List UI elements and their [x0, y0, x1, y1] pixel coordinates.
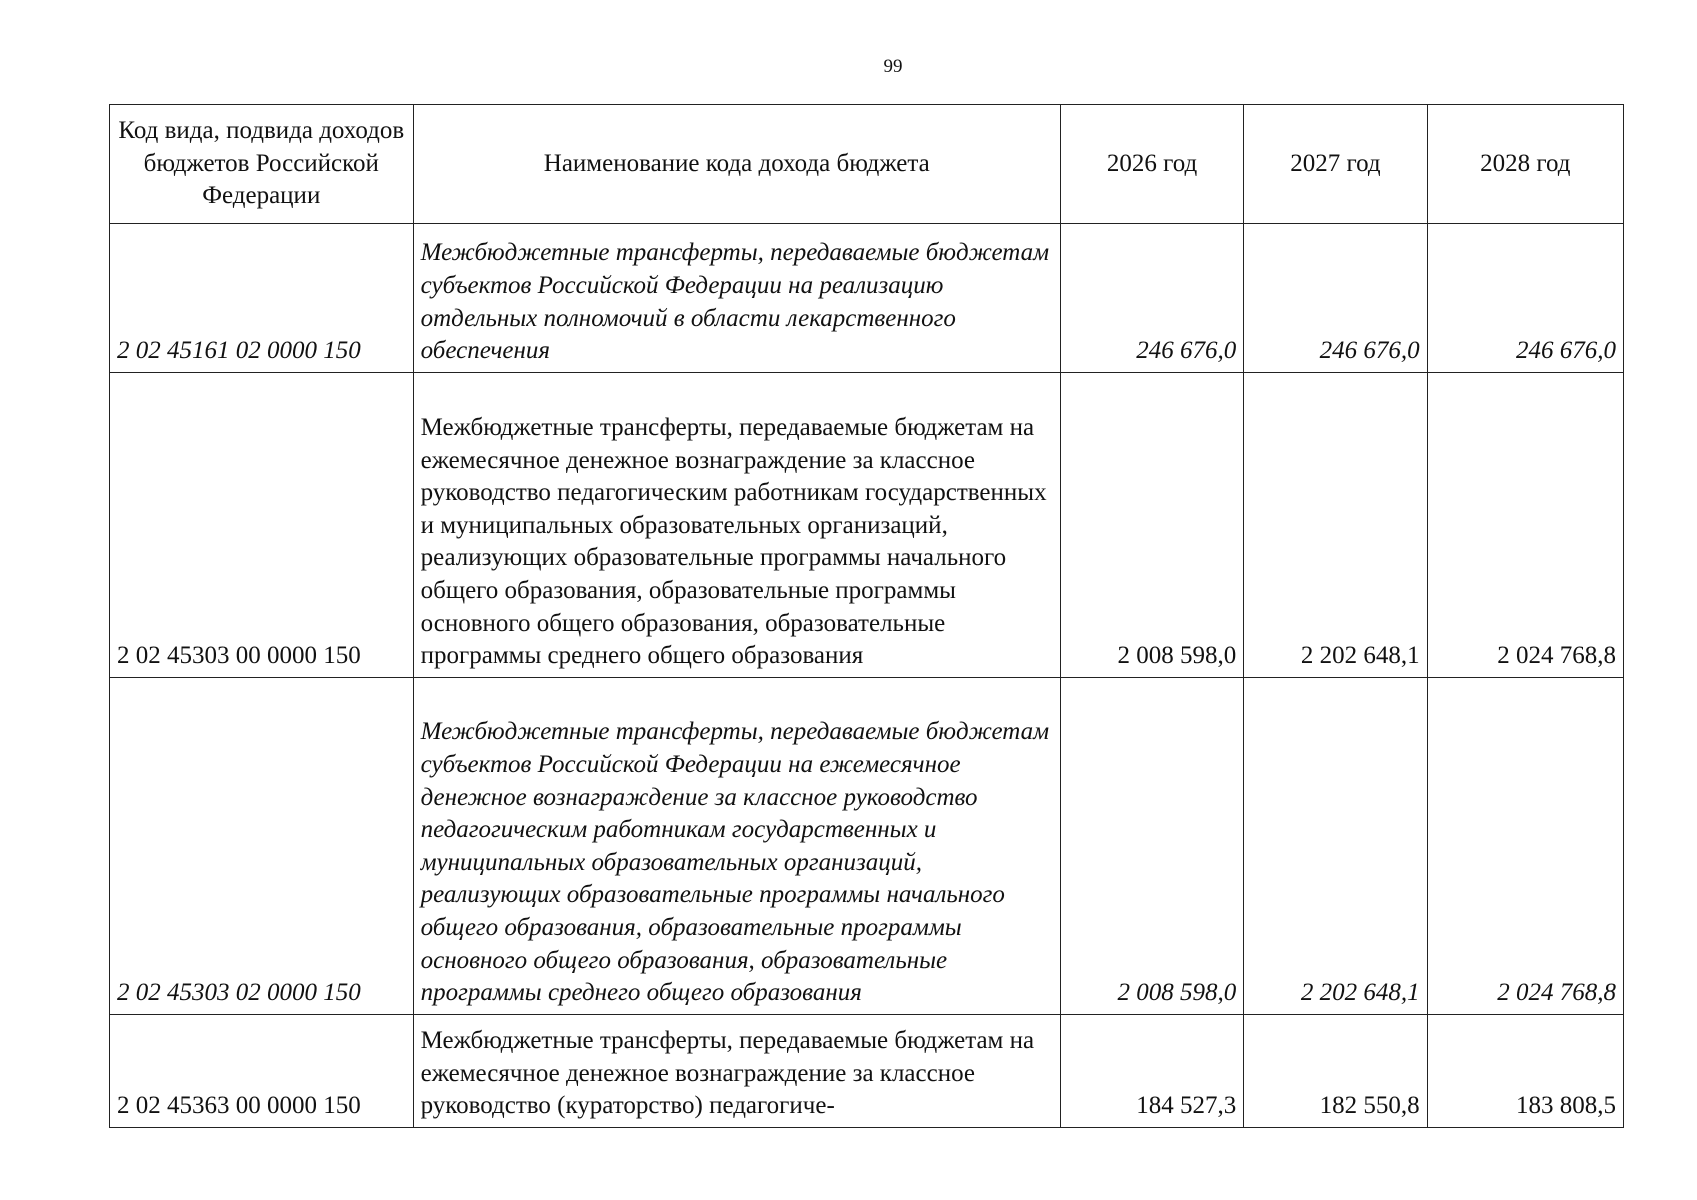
row-name: Межбюджетные трансферты, передаваемые бюджетам субъектов Российской Федерации на ежемесячное денежное вознаграждение за классное руководство педагогическим работникам государственных и муниципальных образовательных организаций, реализующих образовательные программы начального общего образования, образовательные программы основного общего образования, образовательные программы среднего общего образования — [413, 677, 1060, 1014]
table-row — [110, 677, 1624, 1014]
row-name: Межбюджетные трансферты, передаваемые бюджетам на ежемесячное денежное вознаграждение за классное руководство педагогическим работникам государственных и муниципальных образовательных организаций, реализующих образовательные программы начального общего образования, образовательные программы основного общего образования, образовательные программы среднего общего образования — [413, 372, 1060, 677]
row-code: 2 02 45303 00 0000 150 — [110, 372, 414, 677]
row-value-2026: 2 008 598,0 — [1060, 372, 1243, 677]
page-number: 99 — [883, 56, 903, 77]
table-row — [110, 1014, 1624, 1127]
row-value-2026: 184 527,3 — [1060, 1014, 1243, 1127]
row-value-2028: 2 024 768,8 — [1427, 372, 1623, 677]
table-header-row — [110, 105, 1624, 224]
row-code: 2 02 45363 00 0000 150 — [110, 1014, 414, 1127]
row-value-2026: 246 676,0 — [1060, 223, 1243, 372]
table-row — [110, 372, 1624, 677]
row-code: 2 02 45161 02 0000 150 — [110, 223, 414, 372]
row-value-2027: 246 676,0 — [1244, 223, 1427, 372]
header-name: Наименование кода дохода бюджета — [413, 105, 1060, 224]
row-name: Межбюджетные трансферты, передаваемые бюджетам субъектов Российской Федерации на реализацию отдельных полномочий в области лекарственного обеспечения — [413, 223, 1060, 372]
row-value-2028: 183 808,5 — [1427, 1014, 1623, 1127]
row-name: Межбюджетные трансферты, передаваемые бюджетам на ежемесячное денежное вознаграждение за классное руководство (кураторство) педагогиче- — [413, 1014, 1060, 1127]
row-value-2027: 2 202 648,1 — [1244, 677, 1427, 1014]
header-year-2026: 2026 год — [1060, 105, 1243, 224]
row-value-2027: 2 202 648,1 — [1244, 372, 1427, 677]
row-value-2028: 246 676,0 — [1427, 223, 1623, 372]
row-value-2027: 182 550,8 — [1244, 1014, 1427, 1127]
row-code: 2 02 45303 02 0000 150 — [110, 677, 414, 1014]
row-value-2028: 2 024 768,8 — [1427, 677, 1623, 1014]
table-row — [110, 223, 1624, 372]
header-code: Код вида, подвида доходов бюджетов Российской Федерации — [110, 105, 414, 224]
header-year-2028: 2028 год — [1427, 105, 1623, 224]
header-year-2027: 2027 год — [1244, 105, 1427, 224]
row-value-2026: 2 008 598,0 — [1060, 677, 1243, 1014]
budget-income-table — [109, 104, 1624, 1128]
